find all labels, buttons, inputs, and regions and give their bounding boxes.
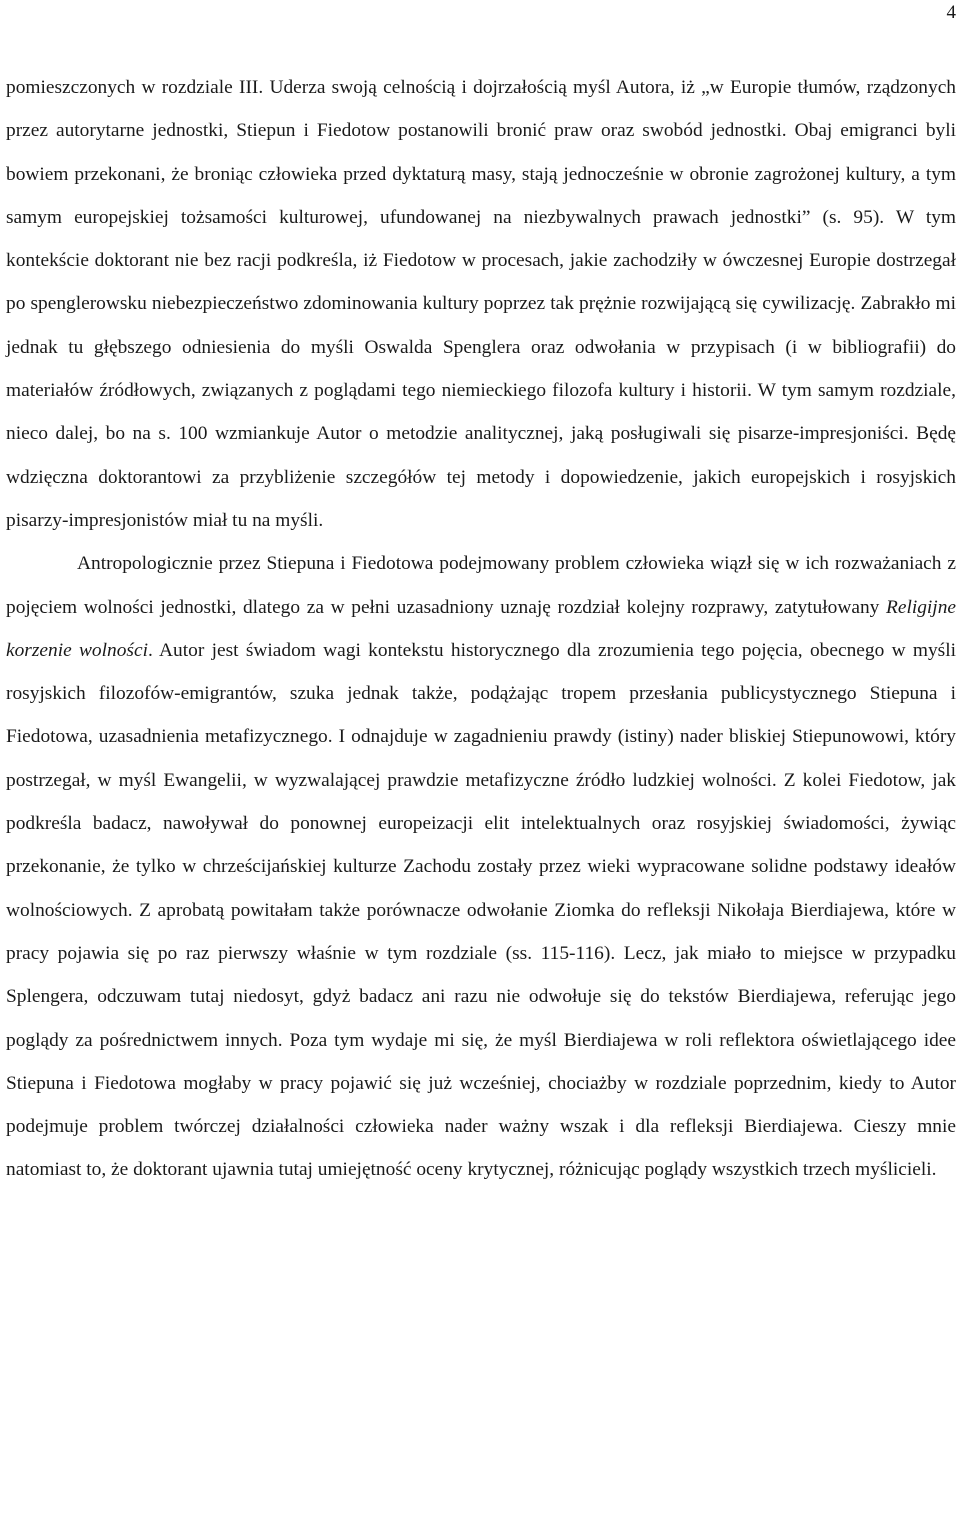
paragraph-2-part-1: Antropologicznie przez Stiepuna i Fiedotowa podejmowany problem człowieka wiązł się w ich rozważaniach z pojęciem wolności jednostki, dlatego za w pełni uzasadniony uznaję rozdział kolejny rozprawy, zatytułowany [6,553,956,618]
paragraph-2 [6,542,956,1191]
page-number: 4 [946,2,956,23]
paragraph-2-part-2: . Autor jest świadom wagi kontekstu historycznego dla zrozumienia tego pojęcia, obecnego w myśli rosyjskich filozofów-emigrantów, szuka jednak także, podążając tropem przesłania publicystycznego Stiepuna i Fiedotowa, uzasadnienia metafizycznego. I odnajduje w zagadnieniu prawdy (istiny) nader bliskiej Stiepunowowi, który postrzegał, w myśl Ewangelii, w wyzwalającej prawdzie metafizyczne źródło ludzkiej wolności. Z kolei Fiedotow, jak podkreśla badacz, nawoływał do ponownej europeizacji elit intelektualnych oraz rosyjskiej świadomości, żywiąc przekonanie, że tylko w chrześcijańskiej kulturze Zachodu zostały przez wieki wypracowane solidne podstawy ideałów wolnościowych. Z aprobatą powitałam także porównacze odwołanie Ziomka do refleksji Nikołaja Bierdiajewa, które w pracy pojawia się po raz pierwszy właśnie w tym rozdziale (ss. 115-116). Lecz, jak miało to miejsce w przypadku Splengera, odczuwam tutaj niedosyt, gdyż badacz ani razu nie odwołuje się do tekstów Bierdiajewa, referując jego poglądy za pośrednictwem innych. Poza tym wydaje mi się, że myśl Bierdiajewa w roli reflektora oświetlającego idee Stiepuna i Fiedotowa mogłaby w pracy pojawić się już wcześniej, chociażby w rozdziale poprzednim, kiedy to Autor podejmuje problem twórczej działalności człowieka nader ważny wszak i dla refleksji Bierdiajewa. Cieszy mnie natomiast to, że doktorant ujawnia tutaj umiejętność oceny krytycznej, różnicując poglądy wszystkich trzech myślicieli. [6,639,956,1181]
body-text [6,66,956,1192]
paragraph-1: pomieszczonych w rozdziale III. Uderza swoją celnością i dojrzałością myśl Autora, iż „w Europie tłumów, rządzonych przez autorytarne jednostki, Stiepun i Fiedotow postanowili bronić praw oraz swobód jednostki. Obaj emigranci byli bowiem przekonani, że broniąc człowieka przed dyktaturą masy, stają jednocześnie w obronie zagrożonej kultury, a tym samym europejskiej tożsamości kulturowej, ufundowanej na niezbywalnych prawach jednostki” (s. 95). W tym kontekście doktorant nie bez racji podkreśla, iż Fiedotow w procesach, jakie zachodziły w ówczesnej Europie dostrzegał po spenglerowsku niebezpieczeństwo zdominowania kultury poprzez tak prężnie rozwijającą się cywilizację. Zabrakło mi jednak tu głębszego odniesienia do myśli Oswalda Spenglera oraz odwołania w przypisach (i w bibliografii) do materiałów źródłowych, związanych z poglądami tego niemieckiego filozofa kultury i historii. W tym samym rozdziale, nieco dalej, bo na s. 100 wzmiankuje Autor o metodzie analitycznej, jaką posługiwali się pisarze-impresjoniści. Będę wdzięczna doktorantowi za przybliżenie szczegółów tej metody i dopowiedzenie, jakich europejskich i rosyjskich pisarzy-impresjonistów miał tu na myśli. [6,77,956,531]
chapter-title: Religijne korzenie wolności [6,596,956,661]
